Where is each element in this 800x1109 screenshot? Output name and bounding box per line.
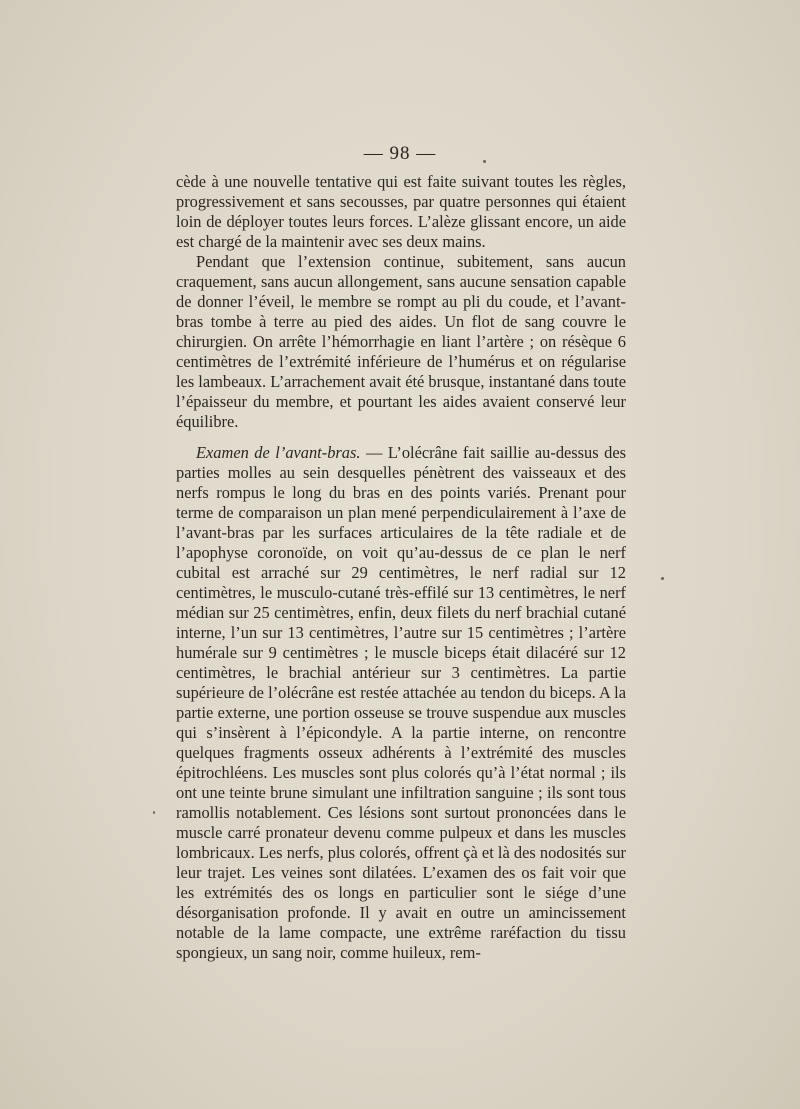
section-body: — L’olécrâne fait saillie au-dessus des parties molles au sein desquelles pénètrent des vaisseaux et des nerfs rompus le long du bras en des points variés. Prenant pour terme de comparaison un plan mené perpendiculairement à l’axe de l’avant-bras par les surfaces articulaires de la tête radiale et de l’apophyse coronoïde, on voit qu’au-dessus de ce plan le nerf cubital est arraché sur 29 centimètres, le nerf radial sur 12 centimètres, le musculo-cutané très-effilé sur 13 centimètres, le nerf médian sur 25 centimètres, enfin, deux filets du nerf brachial cutané interne, l’un sur 13 centimètres, l’autre sur 15 centimètres ; l’artère humérale sur 9 centimètres ; le muscle biceps était dilacéré sur 12 centimètres, le brachial antérieur sur 3 centimètres. La partie supérieure de l’olécrâne est restée attachée au tendon du biceps. A la partie externe, une portion osseuse se trouve suspendue aux muscles qui s’insèrent à l’épicondyle. A la partie interne, on rencontre quelques fragments osseux adhérents à l’extrémité des muscles épitrochléens. Les muscles sont plus colorés qu’à l’état normal ; ils ont une teinte brune simulant une infiltration sanguine ; ils sont tous ramollis notablement. Ces lésions sont surtout prononcées dans le muscle carré pronateur devenu comme pulpeux et dans les muscles lombricaux. Les nerfs, plus colorés, offrent çà et là des nodosités sur leur trajet. Les veines sont dilatées. L’examen des os fait voir que les extrémités des os longs en particulier sont le siége d’une désorganisation profonde. Il y avait en outre un amincissement notable de la lame compacte, une extrême raréfaction du tissu spongieux, un sang noir, comme huileux, rem-	[176, 443, 626, 962]
paper-speck	[661, 577, 664, 580]
paragraph-continuation: cède à une nouvelle tentative qui est faite suivant toutes les règles, progressivement et sans secousses, par quatre personnes qui étaient loin de déployer toutes leurs forces. L’alèze glissant encore, un aide est chargé de la maintenir avec ses deux mains.	[176, 172, 626, 251]
body-text	[176, 172, 626, 963]
paragraph-examen	[176, 443, 626, 963]
section-heading: Examen de l’avant-bras.	[196, 443, 361, 462]
page-number: — 98 —	[363, 143, 437, 164]
paper-speck	[483, 160, 486, 163]
paper-speck	[153, 811, 155, 814]
paragraph-extension: Pendant que l’extension continue, subitement, sans aucun craquement, sans aucun allongement, sans aucune sensation capable de donner l’éveil, le membre se rompt au pli du coude, et l’avant-bras tombe à terre au pied des aides. Un flot de sang couvre le chirurgien. On arrête l’hémorrhagie en liant l’artère ; on résèque 6 centimètres de l’extrémité inférieure de l’humérus et on régularise les lambeaux. L’arrachement avait été brusque, instantané dans toute l’épaisseur du membre, et pourtant les aides avaient conservé leur équilibre.	[176, 252, 626, 431]
